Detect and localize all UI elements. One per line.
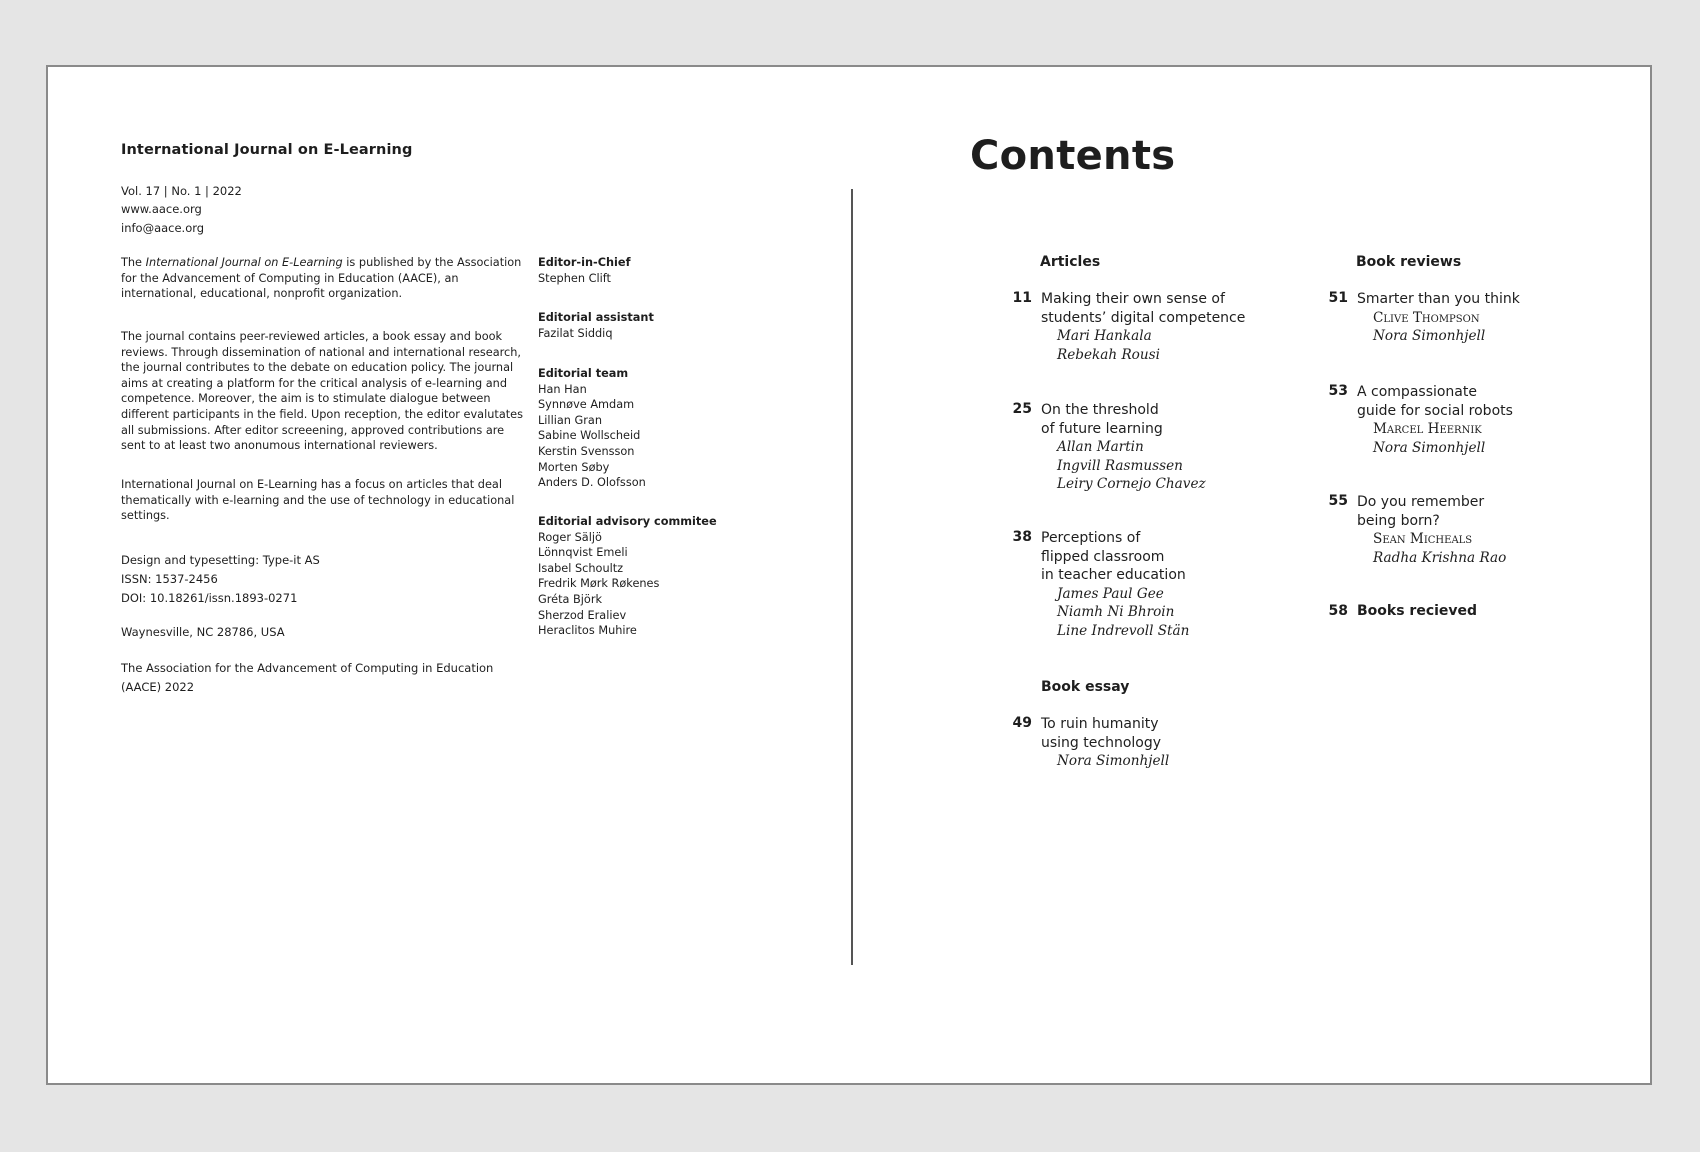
title-line: of future learning	[1041, 420, 1163, 437]
toc-page-number[interactable]: 51	[1328, 290, 1348, 306]
toc-page-number[interactable]: 55	[1328, 493, 1348, 509]
book-author: Sean Micheals	[1373, 531, 1473, 547]
board-role: Editor-in-Chief	[538, 256, 631, 269]
toc-entry-title	[1357, 290, 1520, 309]
issue-line: Vol. 17 | No. 1 | 2022	[121, 184, 242, 198]
toc-entry-title	[1357, 383, 1513, 420]
title-line: using technology	[1041, 734, 1162, 751]
board-role: Editorial assistant	[538, 311, 654, 324]
intro-text-post: is published by the Association for the Advancement of Computing in Education (AACE), an international, educational, nonprofit organization.	[121, 256, 522, 301]
toc-entry-essay[interactable]	[1041, 715, 1169, 771]
toc-entry-article[interactable]	[1041, 529, 1189, 640]
design-credit: Design and typesetting: Type-it AS	[121, 553, 320, 567]
toc-entry-review[interactable]	[1357, 290, 1520, 346]
publisher	[121, 659, 493, 697]
author-name: Leiry Cornejo Chavez	[1057, 476, 1206, 492]
toc-entry-authors	[1041, 752, 1169, 771]
board-advisory-committee	[538, 514, 717, 639]
board-member: Lönnqvist Emeli	[538, 546, 628, 560]
toc-page-number[interactable]: 38	[1012, 529, 1032, 545]
toc-entry-authors	[1041, 438, 1206, 494]
intro-paragraph	[121, 255, 531, 302]
board-member: Heraclitos Muhire	[538, 624, 637, 638]
toc-entry-title	[1041, 401, 1206, 438]
title-line: On the threshold	[1041, 402, 1159, 418]
doi: DOI: 10.18261/issn.1893-0271	[121, 591, 298, 605]
email-link[interactable]: info@aace.org	[121, 220, 205, 235]
board-member: Gréta Björk	[538, 592, 603, 606]
author-name: Line Indrevoll Stän	[1057, 622, 1190, 639]
issn: ISSN: 1537-2456	[121, 572, 218, 586]
board-member: Morten Søby	[538, 460, 610, 474]
board-role: Editorial advisory commitee	[538, 515, 717, 528]
board-role: Editorial team	[538, 367, 629, 380]
focus-paragraph: International Journal on E-Learning has a focus on articles that deal thematically with e-learning and the use of technology in educational settings.	[121, 478, 515, 523]
title-line: guide for social robots	[1357, 402, 1513, 419]
toc-entry-review[interactable]	[1357, 383, 1513, 457]
board-editorial-team	[538, 366, 646, 491]
toc-entry-books-received[interactable]: Books recieved	[1357, 603, 1478, 619]
author-name: Rebekah Rousi	[1057, 346, 1160, 363]
journal-spread	[46, 65, 1652, 1085]
title-line: in teacher education	[1041, 567, 1186, 583]
toc-entry-authors	[1357, 530, 1506, 567]
board-member: Fazilat Siddiq	[538, 326, 613, 340]
issue-info	[121, 182, 242, 237]
board-member: Lillian Gran	[538, 413, 603, 427]
author-name: Allan Martin	[1057, 439, 1144, 455]
journal-title: International Journal on E-Learning	[121, 142, 413, 158]
intro-journal-name: International Journal on E-Learning	[145, 256, 343, 269]
section-heading-articles: Articles	[1040, 254, 1101, 270]
author-name: James Paul Gee	[1057, 585, 1164, 602]
toc-entry-title	[1041, 290, 1245, 327]
board-member: Synnøve Amdam	[538, 398, 635, 412]
toc-entry-article[interactable]	[1041, 401, 1206, 494]
board-editor-in-chief	[538, 255, 630, 286]
toc-entry-article[interactable]	[1041, 290, 1245, 364]
board-member: Fredrik Mørk Røkenes	[538, 577, 660, 591]
board-editorial-assistant	[538, 310, 654, 341]
board-member: Anders D. Olofsson	[538, 476, 646, 490]
board-member: Kerstin Svensson	[538, 444, 635, 458]
toc-entry-authors	[1357, 309, 1520, 346]
toc-entry-review[interactable]	[1357, 493, 1506, 567]
toc-entry-title	[1041, 715, 1169, 752]
section-heading-book-reviews: Book reviews	[1356, 254, 1462, 270]
board-member: Han Han	[538, 382, 587, 396]
toc-entry-title	[1041, 529, 1189, 585]
contents-heading: Contents	[970, 133, 1176, 179]
toc-entry-authors	[1357, 420, 1513, 457]
toc-page-number[interactable]: 25	[1012, 401, 1032, 417]
board-member: Stephen Clift	[538, 271, 611, 285]
publisher-line-1: The Association for the Advancement of Computing in Education	[121, 661, 494, 675]
book-author: Marcel Heernik	[1373, 421, 1482, 437]
reviewer-name: Nora Simonhjell	[1373, 328, 1486, 344]
author-name: Mari Hankala	[1057, 328, 1152, 344]
toc-entry-authors	[1041, 585, 1189, 641]
toc-entry-title	[1357, 493, 1506, 530]
toc-entry-authors	[1041, 327, 1245, 364]
about-paragraph: The journal contains peer-reviewed articles, a book essay and book reviews. Through dissemination of national and international research, the journal contributes to the debate on education policy. The journal aims at creating a platform for the critical analysis of e-learning and competence. Moreover, the aim is to stimulate dialogue between different participants in the field. Upon reception, the editor evalutates all submissions. After editor screeening, approved contributions are sent to at least two anonumous international reviewers.	[121, 330, 524, 453]
address: Waynesville, NC 28786, USA	[121, 625, 285, 639]
book-author: Clive Thompson	[1373, 309, 1480, 326]
title-line: Do you remember	[1357, 494, 1485, 510]
board-member: Roger Säljö	[538, 530, 602, 544]
board-member: Sabine Wollscheid	[538, 429, 641, 443]
title-line: A compassionate	[1357, 384, 1477, 400]
author-name: Niamh Ni Bhroin	[1057, 604, 1175, 620]
title-line: being born?	[1357, 512, 1440, 529]
publisher-line-2: (AACE) 2022	[121, 680, 195, 694]
board-member: Sherzod Eraliev	[538, 608, 627, 622]
board-member: Isabel Schoultz	[538, 561, 624, 575]
toc-page-number[interactable]: 11	[1012, 290, 1032, 306]
title-line: Perceptions of	[1041, 530, 1141, 546]
section-heading-book-essay: Book essay	[1041, 679, 1130, 695]
title-line: Smarter than you think	[1357, 291, 1520, 307]
title-line: students’ digital competence	[1041, 309, 1246, 326]
toc-page-number[interactable]: 53	[1328, 383, 1348, 399]
author-name: Nora Simonhjell	[1057, 753, 1170, 769]
toc-page-number[interactable]: 49	[1012, 715, 1032, 731]
reviewer-name: Nora Simonhjell	[1373, 439, 1486, 456]
page-gutter-divider	[851, 189, 853, 965]
website-link[interactable]: www.aace.org	[121, 202, 202, 217]
title-line: To ruin humanity	[1041, 716, 1159, 732]
toc-page-number[interactable]: 58	[1328, 603, 1348, 619]
title-line: flipped classroom	[1041, 548, 1165, 565]
author-name: Ingvill Rasmussen	[1057, 457, 1183, 474]
title-line: Making their own sense of	[1041, 291, 1225, 307]
production-info	[121, 551, 320, 608]
reviewer-name: Radha Krishna Rao	[1373, 549, 1507, 566]
intro-text-pre: The	[121, 256, 146, 269]
